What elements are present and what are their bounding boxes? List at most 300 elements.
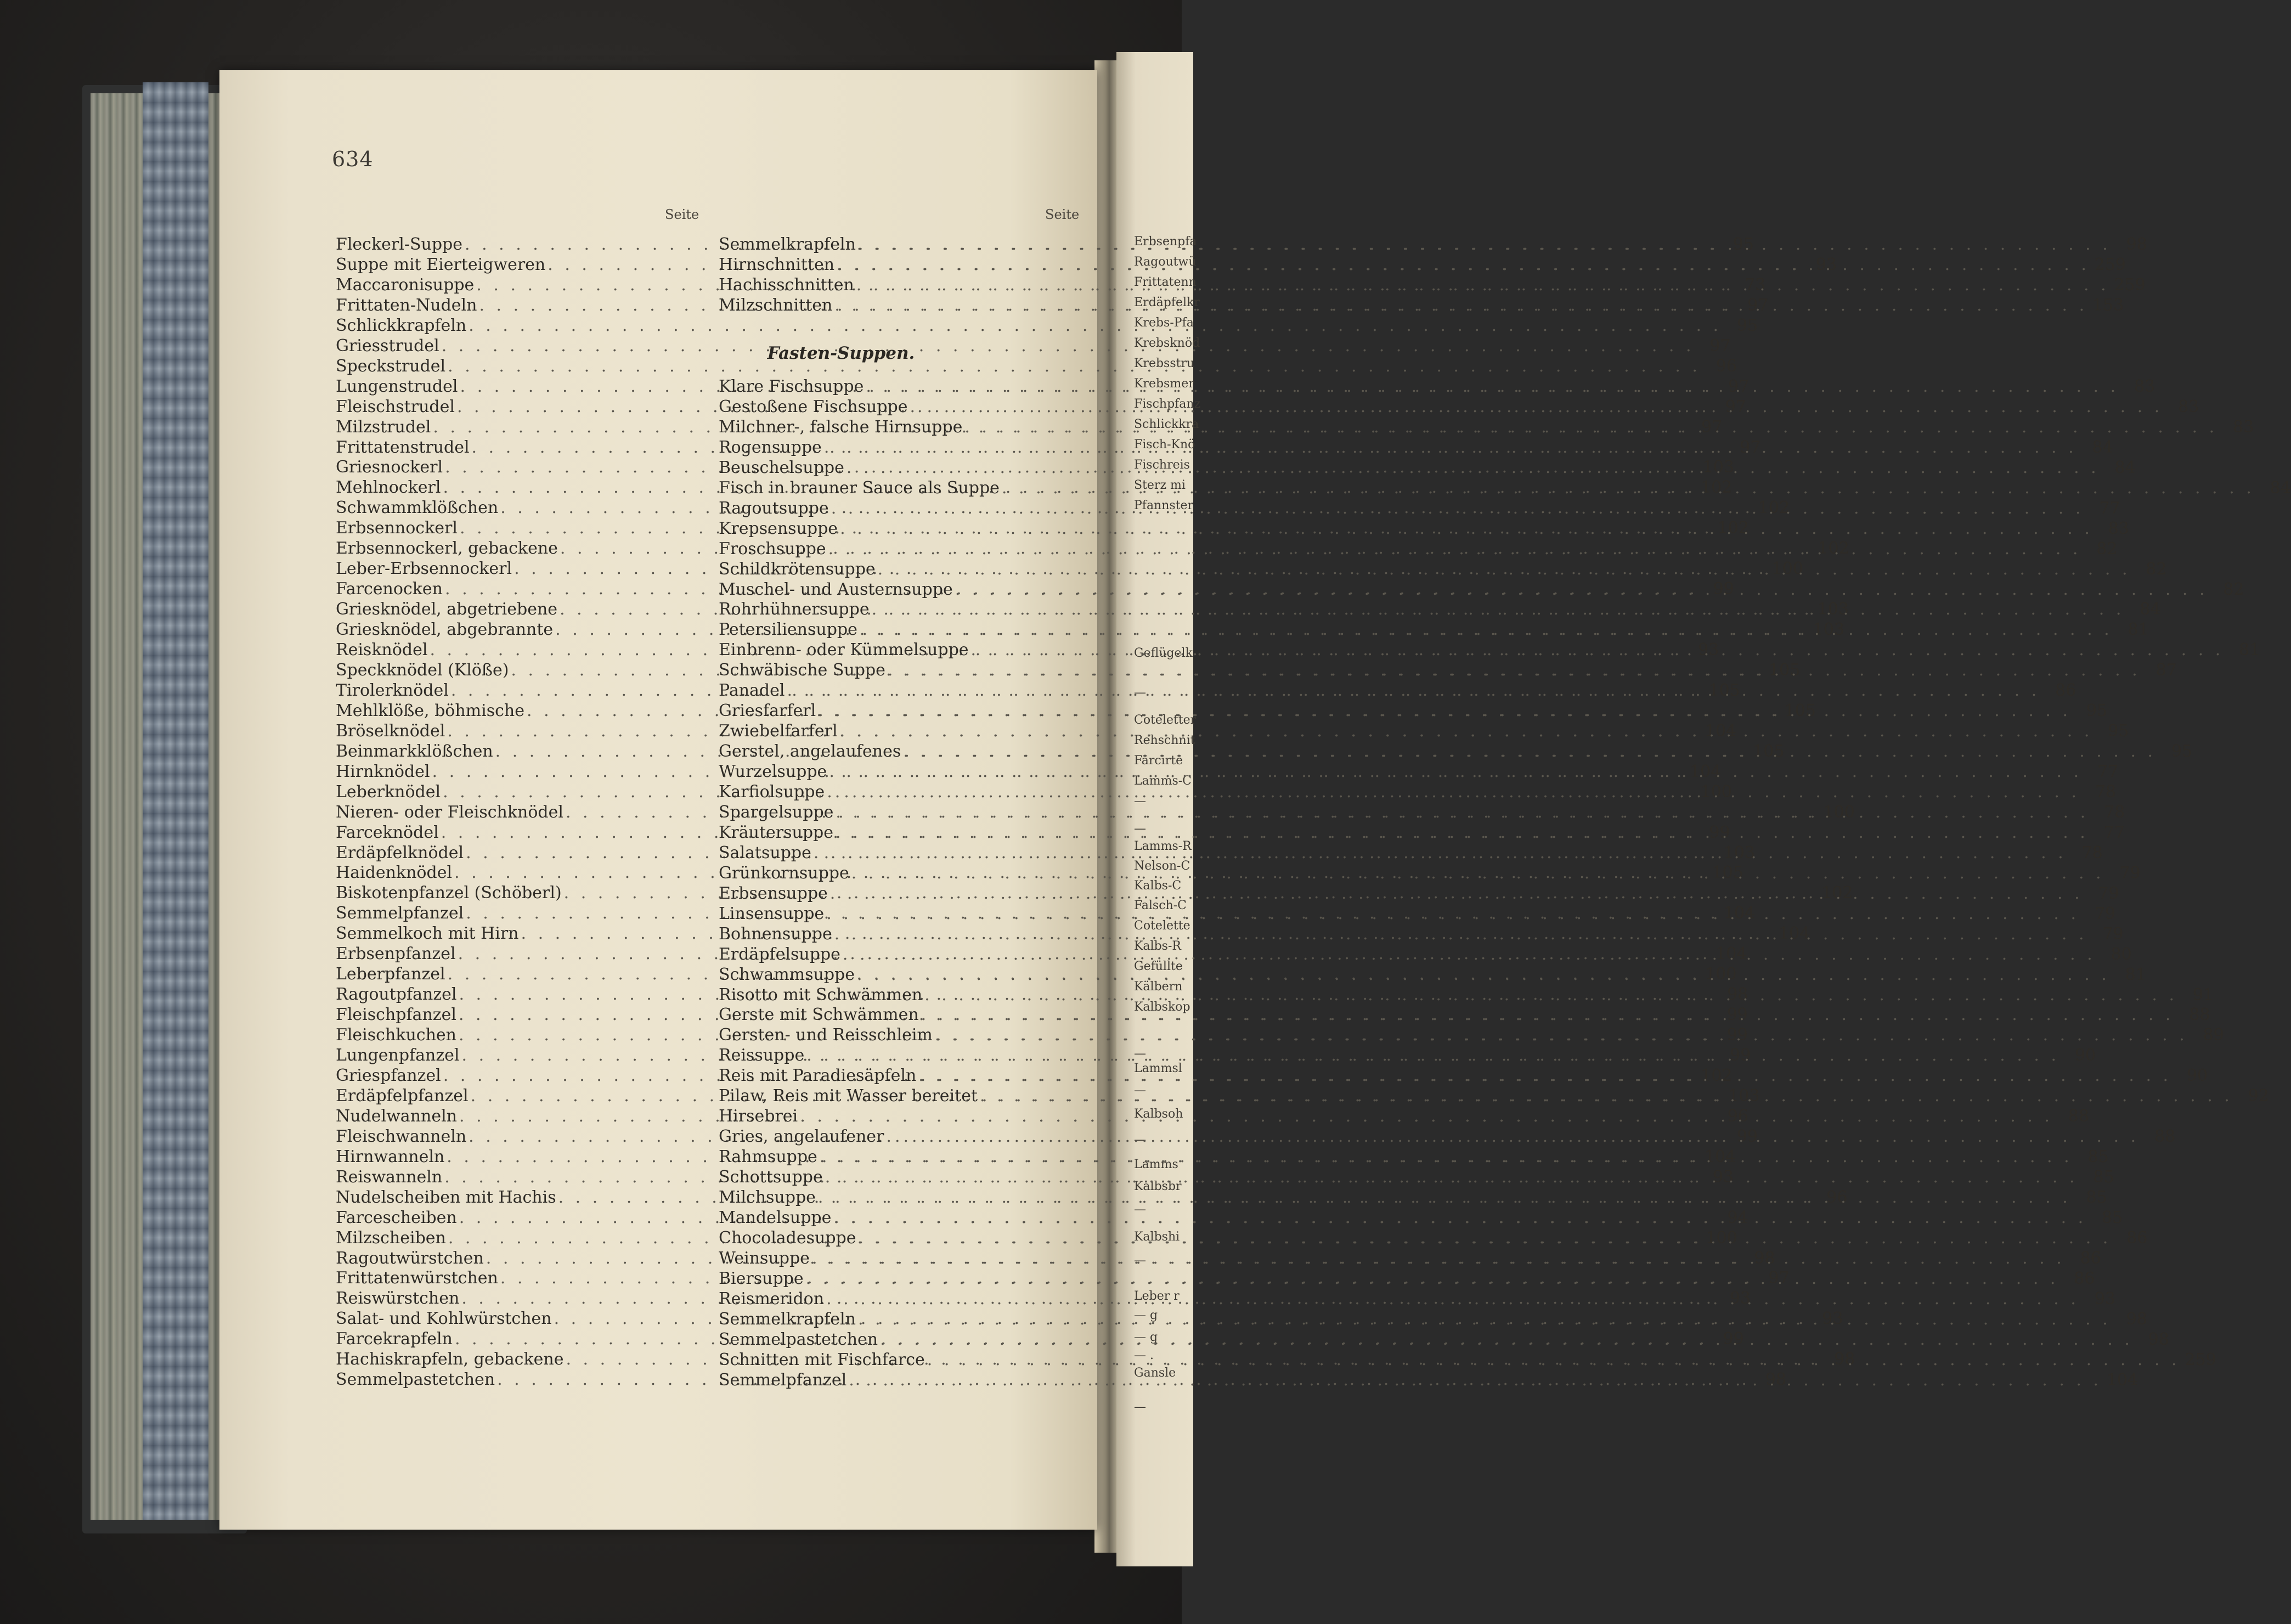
entry-page-number: 95 bbox=[1733, 235, 1754, 254]
facing-page-fragment: — bbox=[1134, 1084, 1146, 1097]
entry-label: Petersiliensuppe bbox=[719, 620, 857, 640]
entry-page-number: 98 bbox=[1765, 1370, 1786, 1390]
facing-page-fragment: — bbox=[1134, 1400, 1146, 1414]
entry-page-number: 73 bbox=[1744, 275, 1766, 295]
entry-page-number: 85 bbox=[2093, 1168, 2114, 1187]
entry-page-number: 93 bbox=[1822, 1309, 1843, 1329]
entry-label: Zwiebelfarferl bbox=[719, 721, 838, 741]
entry-page-number: 96 bbox=[1727, 1106, 1748, 1126]
facing-page-fragment: — bbox=[1134, 1047, 1146, 1061]
facing-page-fragment: Kalbskop bbox=[1134, 1000, 1190, 1014]
entry-page-number: 98 bbox=[1834, 1350, 1855, 1369]
entry-label: Salatsuppe bbox=[719, 843, 811, 862]
entry-page-number: 105 bbox=[1768, 660, 1801, 680]
entry-page-number: 95 bbox=[2108, 721, 2129, 741]
entry-label: Frittatenstrudel bbox=[336, 437, 470, 457]
entry-page-number: 82 bbox=[2146, 559, 2167, 579]
entry-page-number: 79 bbox=[2098, 883, 2119, 903]
facing-page-fragment: Kälbern bbox=[1134, 980, 1183, 994]
leader-dots bbox=[833, 823, 2091, 842]
entry-label: Milzstrudel bbox=[336, 417, 431, 437]
entry-label: Schwammsuppe bbox=[719, 965, 855, 984]
leader-dots bbox=[798, 1107, 2055, 1126]
facing-page-fragment: — bbox=[1134, 794, 1146, 808]
entry-label: Bohnensuppe bbox=[719, 924, 832, 944]
entry-page-number: 95 bbox=[1736, 315, 1758, 335]
entry-label: Reis mit Paradiesäpfeln bbox=[719, 1066, 917, 1086]
entry-page-number: 259 bbox=[2185, 1350, 2216, 1369]
entry-label: Hirnwanneln bbox=[336, 1147, 445, 1166]
leader-dots bbox=[933, 1025, 2190, 1045]
entry-label: Tirolerknödel bbox=[336, 680, 449, 700]
entry-page-number: 96 bbox=[1716, 356, 1737, 376]
entry-page-number: 98 bbox=[1727, 985, 1748, 1005]
entry-label: Milzscheiben bbox=[336, 1228, 446, 1248]
facing-page-fragment: Erdäpfelkr bbox=[1134, 296, 1200, 309]
entry-page-number: 99 bbox=[1726, 1005, 1748, 1025]
entry-page-number: 104 bbox=[1723, 904, 1756, 923]
entry-label: Griesfarferl bbox=[719, 701, 816, 721]
entry-label: Farcescheiben bbox=[336, 1208, 457, 1227]
leader-dots bbox=[810, 1249, 2067, 1268]
entry-page-number: 103 bbox=[1817, 600, 1849, 619]
entry-page-number: 77 bbox=[2097, 762, 2119, 782]
facing-page-fragment: Krebsmer bbox=[1134, 377, 1194, 391]
entry-page-number: 99 bbox=[1723, 1329, 1744, 1349]
entry-label: Ragoutsuppe bbox=[719, 498, 829, 518]
entry-page-number: 99 bbox=[1713, 579, 1734, 599]
entry-page-number: 86 bbox=[2126, 1228, 2148, 1248]
entry-page-number: 85 bbox=[2101, 1208, 2123, 1227]
facing-page-fragment: Nelson-C bbox=[1134, 859, 1190, 873]
entry-label: Semmelpastetchen bbox=[719, 1329, 878, 1349]
entry-page-number: 100 bbox=[1771, 559, 1803, 579]
entry-page-number: 96 bbox=[1826, 1187, 1848, 1207]
entry-label: Erbsenpfanzel bbox=[336, 944, 456, 964]
entry-page-number: 79 bbox=[2102, 924, 2124, 944]
entry-label: Beinmarkklößchen bbox=[336, 741, 493, 761]
entry-page-number: 100 bbox=[1706, 1228, 1737, 1248]
leader-dots bbox=[445, 357, 1703, 376]
entry-label: Farcekrapfeln bbox=[336, 1329, 453, 1349]
entry-label: Semmelpfanzel bbox=[336, 904, 464, 923]
entry-label: Reiswanneln bbox=[336, 1167, 443, 1187]
entry-label: Klare Fischsuppe bbox=[719, 377, 864, 396]
entry-label: Biskotenpfanzel (Schöberl) bbox=[336, 883, 562, 903]
facing-page-fragment: Coteletter bbox=[1134, 713, 1197, 727]
entry-label: Griesstrudel bbox=[336, 336, 439, 356]
entry-label: Milchsuppe bbox=[719, 1188, 816, 1207]
entry-page-number: 105 bbox=[1753, 741, 1785, 761]
entry-page-number: 103 bbox=[1702, 458, 1734, 477]
entry-page-number: 102 bbox=[1717, 518, 1749, 538]
facing-page-fragment: — g bbox=[1134, 1309, 1158, 1322]
entry-page-number: 83 bbox=[2178, 397, 2199, 416]
entry-label: Schottsuppe bbox=[719, 1168, 823, 1187]
entry-label: Semmelkrapfeln bbox=[719, 235, 856, 254]
leader-dots bbox=[811, 843, 2069, 862]
entry-label: Erdäpfelknödel bbox=[336, 843, 464, 862]
facing-page-fragment: Kalbs-R bbox=[1134, 939, 1181, 953]
facing-page-fragment: Geflügelk bbox=[1134, 646, 1193, 660]
entry-page-number: 97 bbox=[1768, 1268, 1790, 1288]
entry-page-number: 83 bbox=[2134, 377, 2155, 396]
leader-dots bbox=[856, 1228, 2114, 1248]
entry-label: Fisch in brauner Sauce als Suppe bbox=[719, 478, 1000, 498]
facing-page-fragment: Kalbs-C bbox=[1134, 879, 1182, 893]
entry-label: Wurzelsuppe bbox=[719, 762, 827, 782]
entry-label: Erbsennockerl bbox=[336, 518, 458, 538]
entry-page-number: 104 bbox=[2106, 1370, 2138, 1390]
facing-page-fragment: Kalbshi bbox=[1134, 1230, 1180, 1244]
entry-page-number: 97 bbox=[1747, 295, 1769, 315]
entry-page-number: 98 bbox=[1754, 1248, 1775, 1268]
leader-dots bbox=[876, 560, 2133, 579]
leader-dots bbox=[856, 1310, 2113, 1329]
right-column-header: Seite bbox=[1045, 207, 1080, 222]
entry-page-number: 83 bbox=[2232, 417, 2254, 437]
facing-page-fragment: Pfannster bbox=[1134, 499, 1194, 512]
facing-page-fragment: — bbox=[1134, 822, 1146, 836]
entry-label: Mehlnockerl bbox=[336, 478, 441, 498]
entry-page-number: 99 bbox=[1709, 822, 1730, 842]
facing-page-fragment: Krebsstru bbox=[1134, 357, 1195, 370]
entry-page-number: 87 bbox=[2155, 661, 2177, 680]
entry-page-number: 97 bbox=[1701, 417, 1723, 437]
entry-label: Pilaw, Reis mit Wasser bereitet bbox=[719, 1086, 978, 1106]
entry-label: Semmelkrapfeln bbox=[719, 1309, 856, 1329]
entry-label: Hachiskrapfeln, gebackene bbox=[336, 1350, 564, 1369]
entry-page-number: 104 bbox=[1705, 721, 1737, 741]
entry-page-number: 259 bbox=[2114, 275, 2146, 295]
entry-label: Lungenpfanzel bbox=[336, 1046, 460, 1065]
leader-dots bbox=[953, 580, 2210, 599]
entry-label: Erbsennockerl, gebackene bbox=[336, 539, 558, 559]
entry-page-number: 102 bbox=[1818, 539, 1849, 559]
facing-page-fragment: Krebs-Pfa bbox=[1134, 316, 1194, 330]
facing-page-fragment: — . bbox=[1134, 1349, 1154, 1362]
entry-page-number: 105 bbox=[1784, 701, 1816, 720]
entry-label: Ragoutwürstchen bbox=[336, 1248, 484, 1268]
leader-dots bbox=[831, 1208, 2089, 1227]
leader-dots bbox=[907, 397, 2165, 416]
entry-label: Farcenocken bbox=[336, 579, 443, 599]
entry-label: Krepsensuppe bbox=[719, 518, 838, 538]
entry-label: Hirnknödel bbox=[336, 762, 430, 781]
leader-dots bbox=[827, 762, 2084, 781]
entry-label: Frittaten-Nudeln bbox=[336, 295, 477, 315]
entry-page-number: 100 bbox=[1823, 802, 1855, 822]
leader-dots bbox=[840, 945, 2098, 964]
left-column-header: Seite bbox=[665, 207, 699, 222]
entry-page-number: 104 bbox=[1716, 944, 1747, 964]
leader-dots bbox=[916, 1066, 2174, 1085]
entry-label: Griesnockerl bbox=[336, 458, 443, 477]
leader-dots bbox=[834, 255, 2092, 274]
entry-label: Suppe mit Eierteigweren bbox=[336, 255, 546, 274]
leader-dots bbox=[855, 965, 2112, 984]
leader-dots bbox=[978, 1086, 2235, 1106]
entry-page-number: 93 bbox=[1698, 640, 1719, 659]
entry-page-number: 77 bbox=[2099, 498, 2120, 518]
entry-label: Schwammklößchen bbox=[336, 498, 499, 518]
entry-label: Erbsensuppe bbox=[719, 883, 828, 903]
entry-page-number: 90 bbox=[2186, 1066, 2208, 1086]
entry-label: Hachisschnitten bbox=[719, 275, 854, 295]
leader-dots bbox=[884, 1127, 2141, 1146]
leader-dots bbox=[856, 235, 2113, 254]
facing-page-fragment: Ragoutwü bbox=[1134, 255, 1197, 269]
entry-label: Nudelwanneln bbox=[336, 1106, 458, 1126]
leader-dots bbox=[878, 1330, 2135, 1349]
entry-page-number: 89 bbox=[2203, 1025, 2224, 1045]
leader-dots bbox=[816, 1188, 2073, 1207]
entry-page-number: 93 bbox=[1815, 255, 1837, 274]
entry-page-number: 79 bbox=[2119, 863, 2141, 883]
facing-page-fragment: Schlickkra bbox=[1134, 418, 1199, 431]
entry-page-number: 105 bbox=[1712, 863, 1743, 883]
entry-label: Gestoßene Fischsuppe bbox=[719, 397, 908, 416]
leader-dots bbox=[838, 721, 2095, 741]
entry-label: Speckknödel (Klöße) bbox=[336, 660, 509, 680]
entry-label: Fleischpfanzel bbox=[336, 1005, 456, 1025]
leader-dots bbox=[828, 884, 2085, 903]
entry-page-number: 97 bbox=[1728, 376, 1750, 396]
entry-label: Kräutersuppe bbox=[719, 822, 833, 842]
leader-dots bbox=[838, 519, 2095, 538]
entry-page-number: 86 bbox=[2080, 1248, 2101, 1268]
entry-label: Mandelsuppe bbox=[719, 1208, 832, 1227]
entry-page-number: 98 bbox=[2126, 235, 2147, 254]
entry-label: Froschsuppe bbox=[719, 539, 826, 559]
entry-page-number: 91 bbox=[2192, 985, 2214, 1005]
leader-dots bbox=[922, 985, 2180, 1005]
entry-label: Semmelkoch mit Hirn bbox=[336, 924, 519, 944]
facing-page-fragment: — g bbox=[1134, 1330, 1158, 1344]
entry-label: Fleischstrudel bbox=[336, 397, 455, 416]
leader-dots bbox=[1000, 478, 2257, 498]
entry-page-number: 88 bbox=[2189, 1005, 2210, 1025]
entry-page-number: 84 bbox=[2270, 478, 2291, 498]
entry-page-number: 103 bbox=[1813, 620, 1844, 640]
entry-label: Karfiolsuppe bbox=[719, 782, 825, 802]
entry-page-number: 104 bbox=[1704, 1147, 1736, 1166]
entry-label: Farceknödel bbox=[336, 822, 439, 842]
facing-page-fragment: — bbox=[1134, 1133, 1146, 1147]
entry-page-number: 103 bbox=[1728, 1086, 1760, 1106]
entry-label: Lungenstrudel bbox=[336, 376, 458, 396]
entry-label: Linsensuppe bbox=[719, 904, 825, 923]
leader-dots bbox=[804, 1269, 2061, 1288]
entry-page-number: 100 bbox=[1700, 782, 1732, 802]
entry-page-number: 93 bbox=[2094, 1289, 2115, 1309]
entry-label: Mehlklöße, böhmische bbox=[336, 701, 524, 720]
leader-dots bbox=[817, 1147, 2075, 1166]
entry-label: Erdäpfelpfanzel bbox=[336, 1086, 469, 1106]
facing-page-fragment: Gansle bbox=[1134, 1366, 1176, 1380]
entry-label: Chocoladesuppe bbox=[719, 1228, 856, 1248]
entry-label: Semmelpfanzel bbox=[719, 1370, 847, 1390]
facing-page-fragment: — bbox=[1134, 1203, 1146, 1216]
leader-dots bbox=[832, 924, 2090, 944]
entry-label: Fleischwanneln bbox=[336, 1126, 467, 1146]
entry-page-number: 102 bbox=[1758, 498, 1790, 518]
entry-label: Schwäbische Suppe bbox=[719, 661, 885, 680]
entry-label: Milzschnitten bbox=[719, 296, 833, 315]
entry-page-number: 99 bbox=[1730, 1046, 1751, 1065]
entry-label: Ragoutpfanzel bbox=[336, 985, 457, 1005]
facing-page-fragment: Kalbsbr bbox=[1134, 1180, 1182, 1193]
entry-label: Reismeridon bbox=[719, 1289, 825, 1309]
entry-page-number: 85 bbox=[2086, 1188, 2107, 1207]
facing-page-fragment: — bbox=[1134, 686, 1146, 700]
facing-page-fragment: Lamms-C bbox=[1134, 774, 1192, 788]
facing-page-fragment: Fisch-Knö bbox=[1134, 438, 1195, 452]
entry-page-number: 98 bbox=[2126, 1309, 2147, 1329]
leader-dots bbox=[864, 377, 2121, 396]
entry-page-number: 88 bbox=[2068, 1107, 2089, 1126]
leader-dots bbox=[439, 336, 1697, 356]
entry-page-number: 84 bbox=[2140, 600, 2161, 619]
section-title-fasten-suppen: Fasten-Suppen. bbox=[767, 343, 915, 363]
entry-page-number: 86 bbox=[2074, 1268, 2095, 1288]
entry-label: Schnitten mit Fischfarce bbox=[719, 1350, 925, 1369]
facing-page-fragment: Fischreis bbox=[1134, 458, 1190, 472]
entry-label: Rahmsuppe bbox=[719, 1147, 817, 1167]
entry-page-number: 102 bbox=[1701, 478, 1733, 498]
entry-label: Muschel- und Austernsuppe bbox=[719, 579, 953, 599]
facing-page-fragment: Gefüllte bbox=[1134, 960, 1183, 973]
entry-page-number: 78 bbox=[2095, 782, 2116, 802]
leader-dots bbox=[466, 316, 1724, 335]
entry-label: Haidenknödel bbox=[336, 863, 453, 883]
entry-page-number: 102 bbox=[1701, 1065, 1733, 1085]
entry-label: Leberknödel bbox=[336, 782, 441, 802]
entry-label: Bröselknödel bbox=[336, 721, 445, 741]
leader-dots bbox=[824, 904, 2081, 923]
leader-dots bbox=[825, 782, 2082, 802]
entry-page-number: 80 bbox=[2111, 944, 2132, 964]
entry-label: Spargelsuppe bbox=[719, 802, 834, 822]
facing-page-fragment: Rehschnit bbox=[1134, 734, 1195, 747]
leader-dots bbox=[885, 661, 2143, 680]
entry-page-number: 81 bbox=[2125, 965, 2146, 984]
entry-page-number: 99 bbox=[1726, 1025, 1748, 1045]
entry-page-number: 104 bbox=[1690, 762, 1722, 781]
leader-dots bbox=[901, 742, 2158, 761]
entry-page-number: 98 bbox=[2148, 1329, 2169, 1349]
leader-dots bbox=[962, 418, 2220, 437]
leader-dots bbox=[870, 600, 2127, 619]
entry-label: Frittatenwürstchen bbox=[336, 1268, 498, 1288]
entry-label: Weinsuppe bbox=[719, 1248, 810, 1268]
entry-label: Nudelscheiben mit Hachis bbox=[336, 1187, 556, 1207]
entry-label: Panadel bbox=[719, 681, 785, 701]
entry-label: Erdäpfelsuppe bbox=[719, 944, 840, 964]
leader-dots bbox=[824, 1289, 2081, 1309]
entry-page-number: 259 bbox=[2094, 255, 2126, 274]
leader-dots bbox=[919, 1005, 2176, 1024]
entry-page-number: 84 bbox=[2114, 458, 2136, 477]
entry-page-number: 103 bbox=[1723, 843, 1755, 862]
entry-label: Milchner-, falsche Hirnsuppe bbox=[719, 417, 963, 437]
entry-label: Fleischkuchen bbox=[336, 1025, 456, 1045]
facing-page-fragment: Falsch-C bbox=[1134, 899, 1187, 912]
entry-page-number: 84 bbox=[2092, 437, 2113, 457]
entry-label: Schlickkrapfeln bbox=[336, 315, 467, 335]
entry-page-number: 93 bbox=[1729, 1289, 1751, 1309]
leader-dots bbox=[822, 438, 2079, 457]
facing-page-fragment: Frittatenn bbox=[1134, 275, 1197, 289]
leader-dots bbox=[823, 1168, 2080, 1187]
entry-label: Hirnschnitten bbox=[719, 255, 835, 274]
entry-label: Maccaronisuppe bbox=[336, 275, 475, 295]
entry-page-number: 94 bbox=[1727, 1208, 1748, 1227]
entry-label: Gersten- und Reisschleim bbox=[719, 1025, 933, 1045]
entry-page-number: 105 bbox=[1708, 680, 1740, 700]
entry-page-number: 83 bbox=[2108, 518, 2129, 538]
entry-page-number: 78 bbox=[2104, 802, 2125, 822]
entry-page-number: 97 bbox=[1725, 397, 1746, 416]
leader-dots bbox=[857, 620, 2115, 639]
leader-dots bbox=[854, 275, 2112, 295]
entry-label: Biersuppe bbox=[719, 1268, 804, 1288]
entry-label: Salat- und Kohlwürstchen bbox=[336, 1309, 552, 1329]
entry-label: Reiswürstchen bbox=[336, 1289, 460, 1309]
entry-label: Leberpfanzel bbox=[336, 965, 445, 984]
entry-page-number: 102 bbox=[1821, 883, 1853, 903]
entry-page-number: 97 bbox=[1740, 437, 1761, 457]
facing-page-fragment: Cotelette bbox=[1134, 919, 1190, 933]
entry-page-number: 90 bbox=[2074, 1046, 2096, 1065]
entry-page-number: 104 bbox=[1779, 924, 1810, 944]
facing-page-fragment: Farcirte bbox=[1134, 754, 1183, 768]
entry-page-number: 95 bbox=[2171, 742, 2193, 762]
entry-page-number: 77 bbox=[2103, 822, 2125, 842]
entry-label: Gries, angelaufener bbox=[719, 1127, 884, 1147]
facing-page-fragment: Krebsknöd bbox=[1134, 336, 1200, 350]
entry-label: Einbrenn- oder Kümmelsuppe bbox=[719, 640, 969, 660]
facing-page-fragment: Sterz mi bbox=[1134, 478, 1186, 492]
facing-page-fragment: Erbsenpfa bbox=[1134, 235, 1197, 249]
facing-page-fragment: Lammsl bbox=[1134, 1062, 1182, 1075]
entry-label: Nieren- oder Fleischknödel bbox=[336, 802, 563, 822]
entry-page-number: 78 bbox=[2081, 843, 2103, 862]
leader-dots bbox=[844, 458, 2102, 477]
leader-dots bbox=[833, 803, 2091, 822]
entry-page-number: 92 bbox=[2248, 1086, 2269, 1106]
facing-page-fragment: Fischpfanz bbox=[1134, 397, 1201, 411]
entry-page-number: 99 bbox=[1736, 1126, 1758, 1146]
entry-page-number: 153 bbox=[2092, 296, 2124, 315]
entry-label: Gerstel, angelaufenes bbox=[719, 742, 901, 762]
leader-dots bbox=[829, 499, 2086, 518]
entry-label: Griesknödel, abgetriebene bbox=[336, 600, 558, 619]
entry-label: Speckstrudel bbox=[336, 356, 446, 376]
leader-dots bbox=[969, 640, 2226, 659]
leader-dots bbox=[816, 701, 2073, 720]
facing-page-fragment: Lamms-R bbox=[1134, 839, 1192, 853]
entry-page-number: 85 bbox=[2087, 1147, 2109, 1167]
entry-label: Hirsebrei bbox=[719, 1107, 798, 1126]
facing-page-fragment: — bbox=[1134, 1254, 1146, 1267]
entry-page-number: 93 bbox=[1712, 1167, 1734, 1187]
entry-label: Fleckerl-Suppe bbox=[336, 235, 463, 254]
entry-label: Leber-Erbsennockerl bbox=[336, 559, 512, 579]
leader-dots bbox=[804, 1046, 2062, 1065]
facing-page-fragment: Kalbsoh bbox=[1134, 1107, 1183, 1121]
entry-page-number: 88 bbox=[2154, 1127, 2176, 1147]
